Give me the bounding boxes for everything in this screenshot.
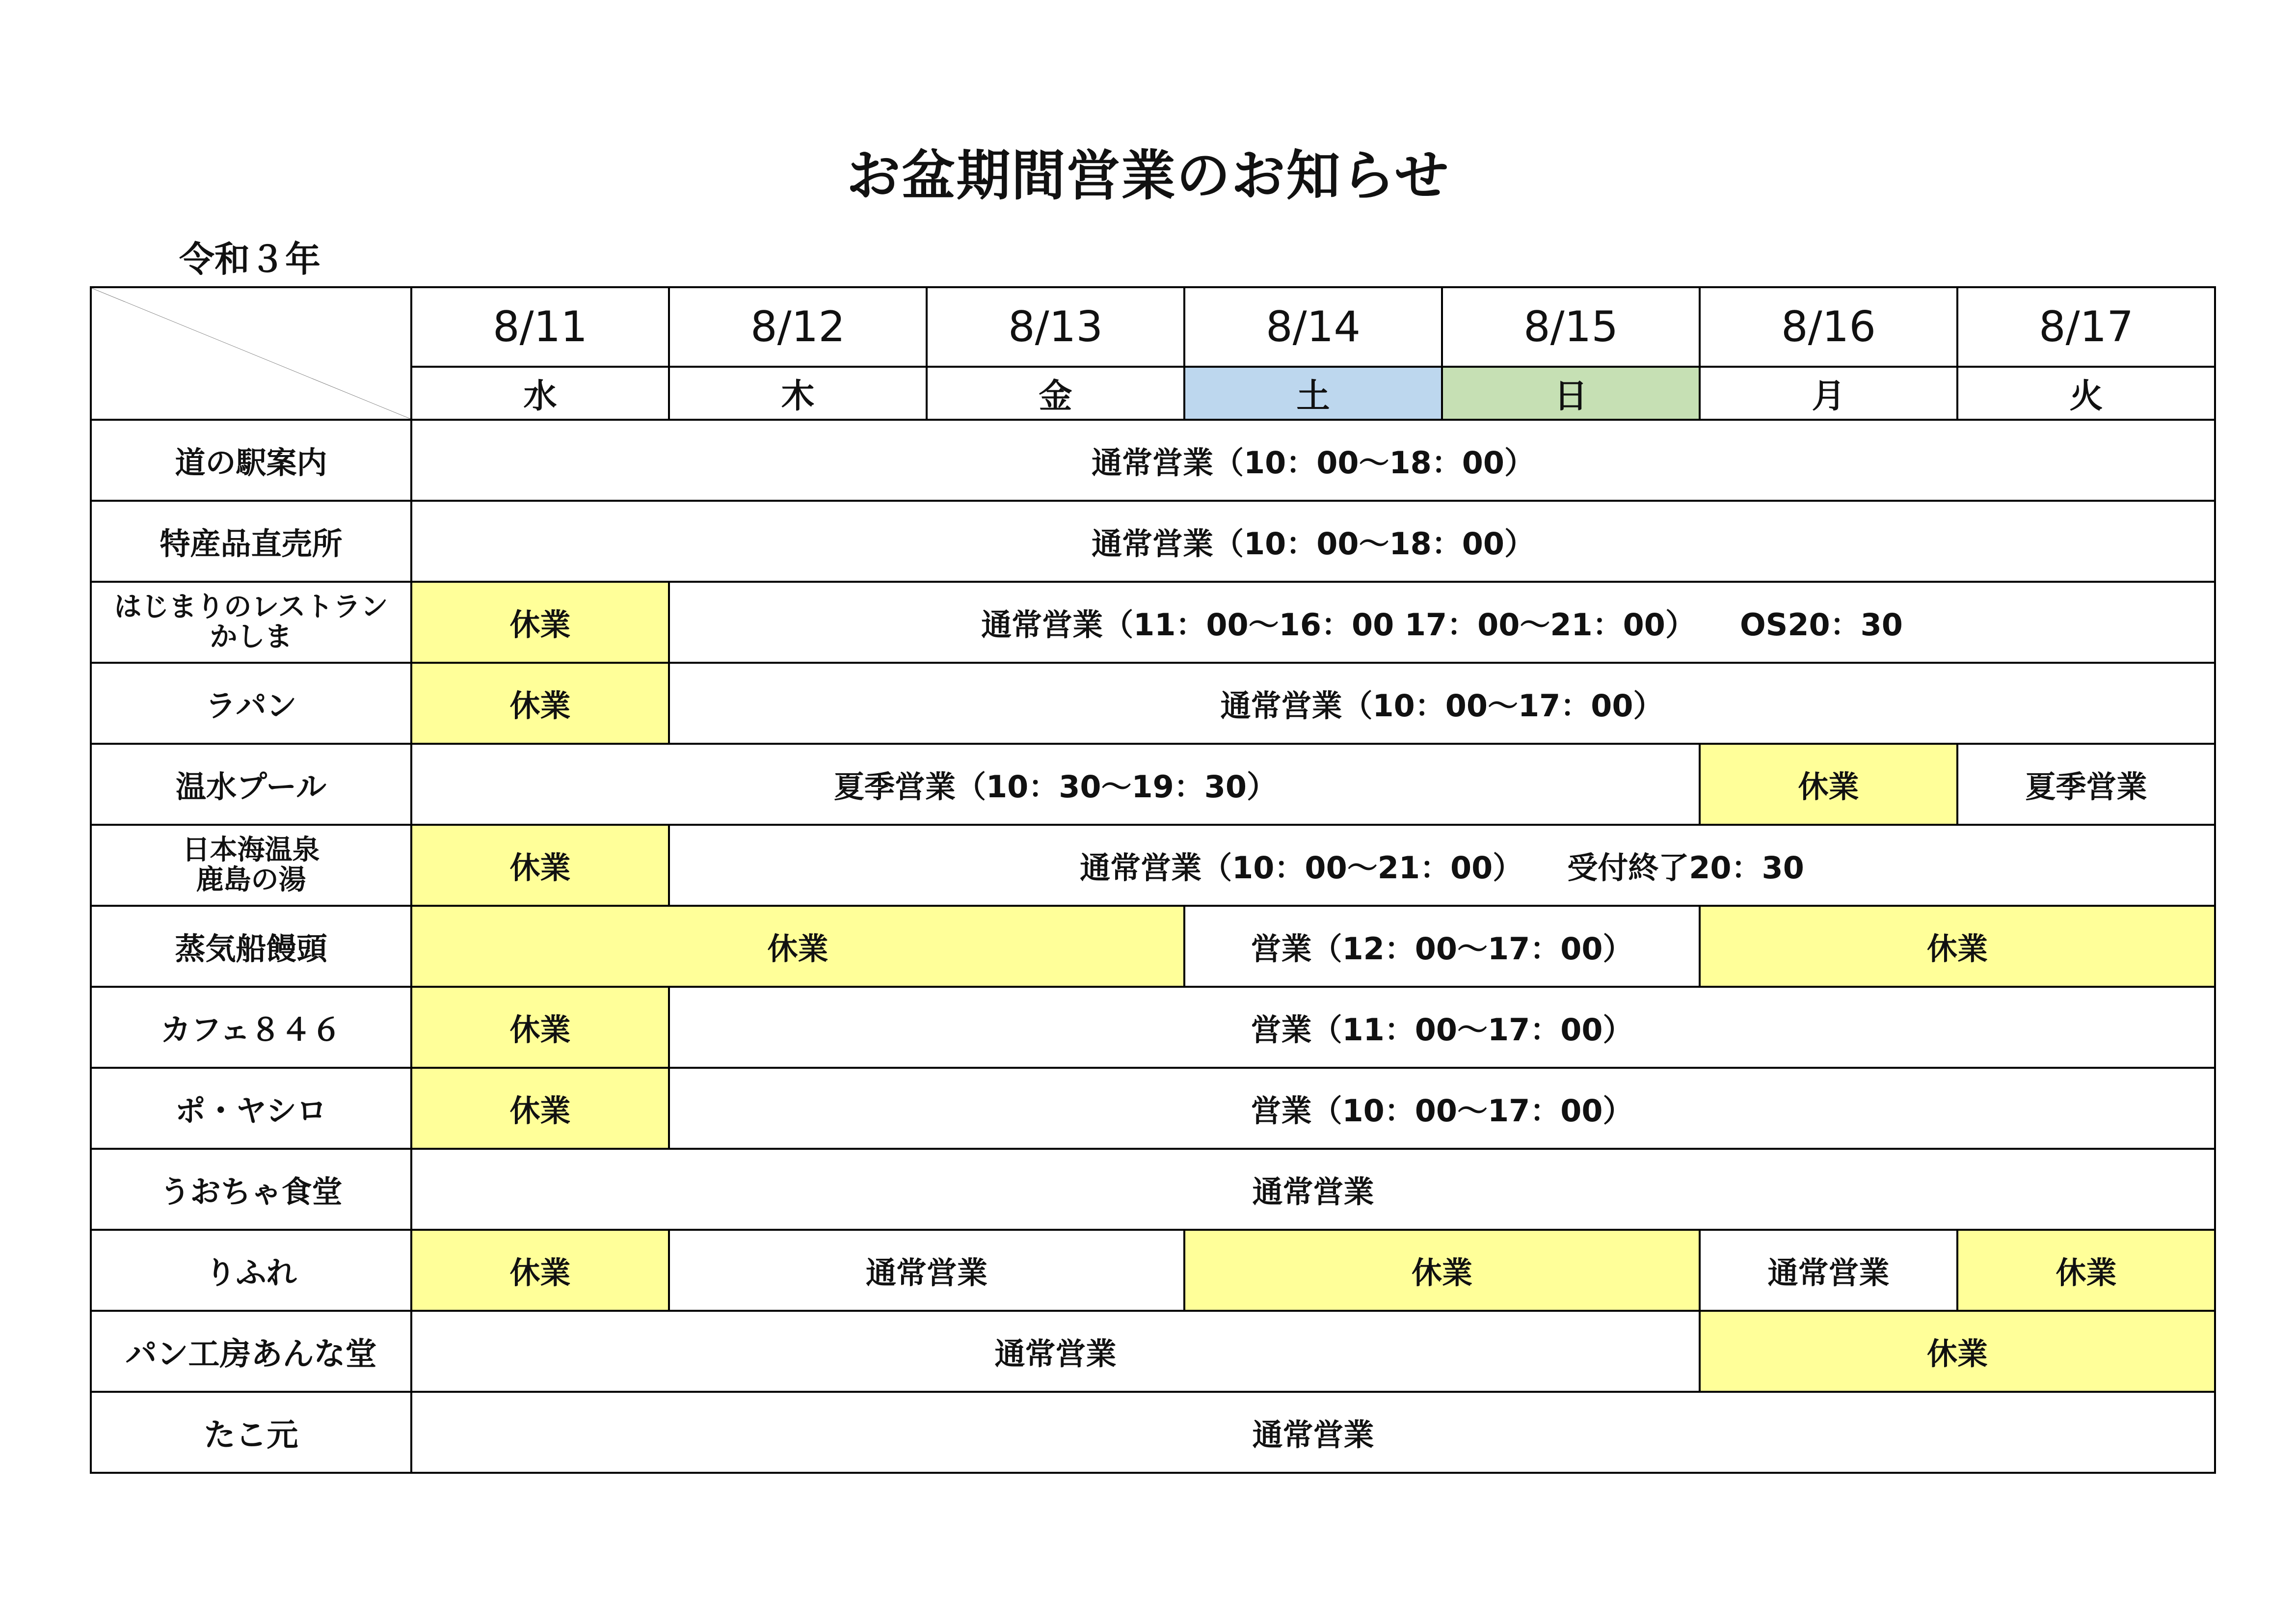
status-cell: 通常営業（10：00～18：00） — [411, 420, 2215, 501]
table-row — [91, 663, 2215, 744]
facility-name — [91, 825, 411, 906]
date-cell: 8/14 — [1184, 287, 1442, 367]
date-cell: 8/13 — [927, 287, 1184, 367]
status-cell: 営業（12：00～17：00） — [1184, 906, 1700, 987]
schedule-table — [90, 286, 2216, 1474]
status-cell: 夏季営業（10：30～19：30） — [411, 744, 1700, 825]
table-row — [91, 744, 2215, 825]
facility-name: うおちゃ食堂 — [91, 1149, 411, 1230]
status-cell: 夏季営業 — [1957, 744, 2215, 825]
status-cell-closed: 休業 — [411, 906, 1184, 987]
weekday-cell: 水 — [411, 367, 669, 420]
status-cell-closed: 休業 — [1184, 1230, 1700, 1311]
facility-name: ラパン — [91, 663, 411, 744]
status-cell-closed: 休業 — [411, 582, 669, 663]
weekday-cell: 月 — [1700, 367, 1957, 420]
weekday-cell: 金 — [927, 367, 1184, 420]
status-cell: 通常営業 — [411, 1311, 1700, 1392]
hours-text: 通常営業（10：00～21：00） — [1080, 850, 1523, 886]
weekday-cell: 木 — [669, 367, 927, 420]
status-cell — [669, 582, 2215, 663]
status-cell: 通常営業（10：00～18：00） — [411, 501, 2215, 582]
date-header-row — [91, 287, 2215, 367]
date-cell: 8/11 — [411, 287, 669, 367]
era-label: 令和３年 — [179, 239, 321, 280]
facility-name-line2: かしま — [210, 621, 293, 653]
date-cell: 8/15 — [1442, 287, 1700, 367]
date-cell: 8/12 — [669, 287, 927, 367]
date-cell: 8/16 — [1700, 287, 1957, 367]
table-row — [91, 1392, 2215, 1473]
status-cell-closed: 休業 — [411, 987, 669, 1068]
weekday-cell-sunday: 日 — [1442, 367, 1700, 420]
facility-name: りふれ — [91, 1230, 411, 1311]
status-cell-closed: 休業 — [1700, 906, 2215, 987]
status-cell-closed: 休業 — [1700, 1311, 2215, 1392]
table-row — [91, 825, 2215, 906]
table-row — [91, 1068, 2215, 1149]
facility-name-line2: 鹿島の湯 — [196, 864, 306, 896]
status-cell: 通常営業 — [411, 1392, 2215, 1473]
status-cell: 営業（10：00～17：00） — [669, 1068, 2215, 1149]
status-cell-closed: 休業 — [411, 825, 669, 906]
status-cell-closed: 休業 — [1957, 1230, 2215, 1311]
table-row — [91, 1311, 2215, 1392]
table-row — [91, 1149, 2215, 1230]
table-row — [91, 420, 2215, 501]
weekday-cell: 火 — [1957, 367, 2215, 420]
table-row — [91, 906, 2215, 987]
facility-name-line1: はじまりのレストラン — [114, 591, 388, 623]
status-cell: 営業（11：00～17：00） — [669, 987, 2215, 1068]
facility-name: 特産品直売所 — [91, 501, 411, 582]
status-cell-closed: 休業 — [411, 1230, 669, 1311]
facility-name: ポ・ヤシロ — [91, 1068, 411, 1149]
status-cell-closed: 休業 — [411, 663, 669, 744]
facility-name: 道の駅案内 — [91, 420, 411, 501]
status-cell-closed: 休業 — [411, 1068, 669, 1149]
status-cell: 通常営業 — [669, 1230, 1184, 1311]
table-row — [91, 987, 2215, 1068]
facility-name: カフェ８４６ — [91, 987, 411, 1068]
table-row — [91, 1230, 2215, 1311]
facility-name: パン工房あんな堂 — [91, 1311, 411, 1392]
status-cell: 通常営業（10：00～17：00） — [669, 663, 2215, 744]
status-cell — [669, 825, 2215, 906]
table-row — [91, 582, 2215, 663]
last-order-text: OS20：30 — [1739, 607, 1903, 643]
facility-name: 蒸気船饅頭 — [91, 906, 411, 987]
reception-end-text: 受付終了20：30 — [1567, 850, 1804, 886]
weekday-cell-saturday: 土 — [1184, 367, 1442, 420]
facility-name: 温水プール — [91, 744, 411, 825]
diagonal-line — [92, 288, 410, 419]
date-cell: 8/17 — [1957, 287, 2215, 367]
facility-name — [91, 582, 411, 663]
hours-text: 通常営業（11：00～16：00 17：00～21：00） — [981, 607, 1696, 643]
status-cell-closed: 休業 — [1700, 744, 1957, 825]
corner-cell — [91, 287, 411, 420]
table-row — [91, 501, 2215, 582]
page-title: お盆期間営業のお知らせ — [846, 144, 1450, 207]
facility-name-line1: 日本海温泉 — [182, 834, 320, 866]
facility-name: たこ元 — [91, 1392, 411, 1473]
status-cell: 通常営業 — [1700, 1230, 1957, 1311]
status-cell: 通常営業 — [411, 1149, 2215, 1230]
